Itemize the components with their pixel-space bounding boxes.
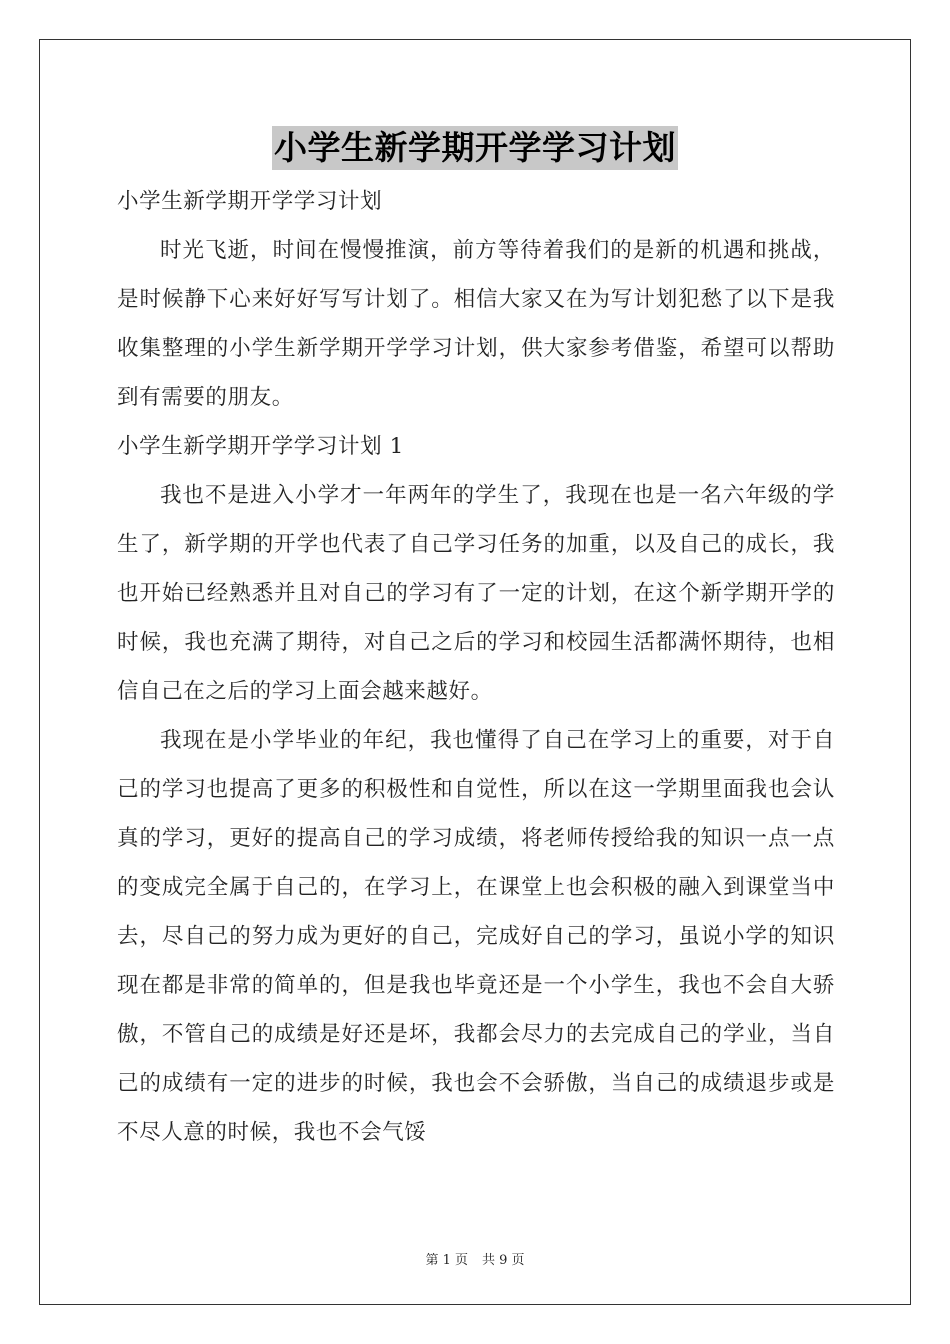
- paragraph: 时光飞逝，时间在慢慢推演，前方等待着我们的是新的机遇和挑战，是时候静下心来好好写写计划了。相信大家又在为写计划犯愁了以下是我收集整理的小学生新学期开学学习计划，供大家参考借鉴，希望可以帮助到有需要的朋友。: [117, 238, 835, 410]
- paragraph: 小学生新学期开学学习计划 1: [117, 434, 404, 459]
- page-number: 第 1 页: [425, 1253, 468, 1268]
- paragraph: 我现在是小学毕业的年纪，我也懂得了自己在学习上的重要，对于自己的学习也提高了更多的积极性和自觉性，所以在这一学期里面我也会认真的学习，更好的提高自己的学习成绩，将老师传授给我的知识一点一点的变成完全属于自己的，在学习上，在课堂上也会积极的融入到课堂当中去，尽自己的努力成为更好的自己，完成好自己的学习，虽说小学的知识现在都是非常的简单的，但是我也毕竟还是一个小学生，我也不会自大骄傲，不管自己的成绩是好还是坏，我都会尽力的去完成自己的学业，当自己的成绩有一定的进步的时候，我也会不会骄傲，当自己的成绩退步或是不尽人意的时候，我也不会气馁: [117, 728, 835, 1145]
- page-total: 共 9 页: [482, 1253, 525, 1268]
- title-area: [0, 126, 950, 170]
- page-footer: [0, 1249, 950, 1268]
- paragraph: 我也不是进入小学才一年两年的学生了，我现在也是一名六年级的学生了，新学期的开学也代表了自己学习任务的加重，以及自己的成长，我也开始已经熟悉并且对自己的学习有了一定的计划，在这个新学期开学的时候，我也充满了期待，对自己之后的学习和校园生活都满怀期待，也相信自己在之后的学习上面会越来越好。: [117, 483, 835, 704]
- document-title: 小学生新学期开学学习计划: [272, 126, 678, 170]
- document-body: [117, 177, 835, 1157]
- paragraph: 小学生新学期开学学习计划: [117, 189, 383, 214]
